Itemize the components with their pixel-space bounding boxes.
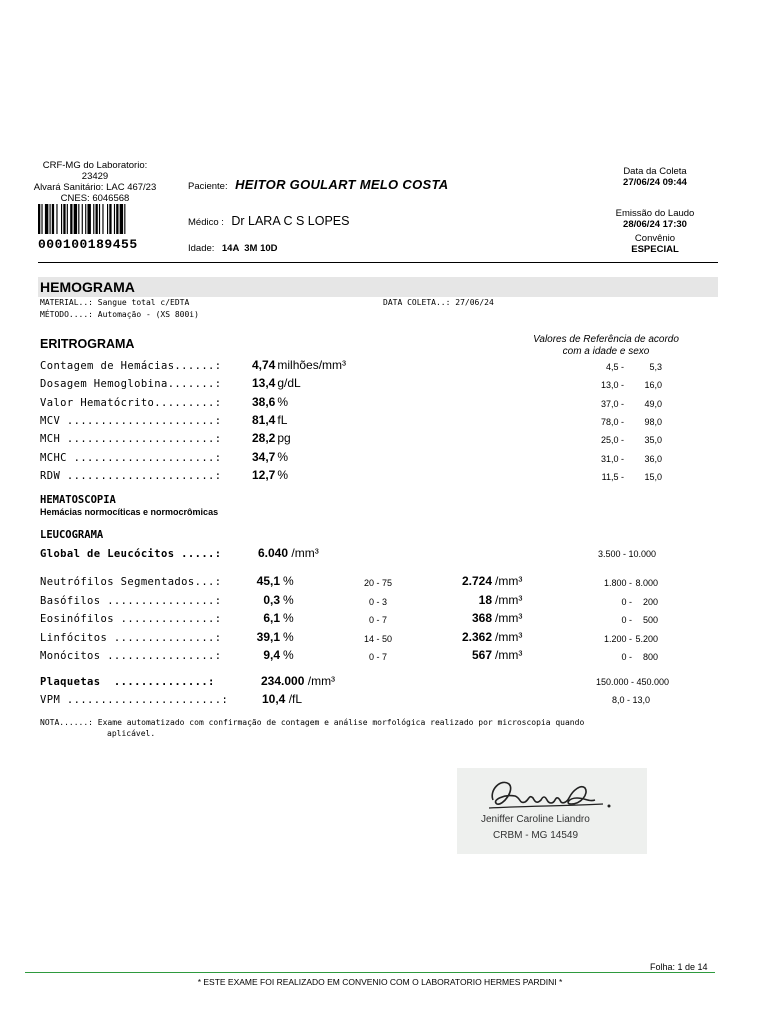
eritrograma-ref-low: 78,0 - xyxy=(600,417,624,427)
leucograma-label: Basófilos ................: xyxy=(40,595,222,607)
eritrograma-result xyxy=(252,468,288,482)
eritrograma-value: 81,4 xyxy=(252,413,276,427)
exam-title: HEMOGRAMA xyxy=(40,279,135,295)
leucograma-pct xyxy=(246,630,280,644)
signature-image xyxy=(485,770,625,816)
eritrograma-ref-high: 16,0 xyxy=(644,380,662,390)
section-bar xyxy=(38,277,718,297)
eritrograma-ref-high: 98,0 xyxy=(644,417,662,427)
agreement-label: Convênio xyxy=(634,233,676,244)
eritrograma-label: Dosagem Hemoglobina.......: xyxy=(40,378,222,390)
vpm-unit: /fL xyxy=(288,692,303,706)
lab-info xyxy=(20,160,170,204)
reference-header-2: com a idade e sexo xyxy=(562,346,650,357)
issue-date: 28/06/24 17:30 xyxy=(623,219,687,230)
global-leukocytes-ref: 3.500 - 10.000 xyxy=(598,549,657,559)
patient-label: Paciente: xyxy=(188,181,228,192)
leucograma-ref-high: 800 xyxy=(642,652,658,662)
platelets-value: 234.000 xyxy=(261,674,305,688)
leucograma-label: Eosinófilos ..............: xyxy=(40,613,222,625)
crf-number: 23429 xyxy=(81,171,109,182)
eritrograma-label: Contagem de Hemácias......: xyxy=(40,360,222,372)
hematoscopia-title: HEMATOSCOPIA xyxy=(40,494,116,506)
leucograma-abs-unit: /mm³ xyxy=(495,574,523,588)
eritrograma-unit: milhões/mm³ xyxy=(277,358,347,372)
leucograma-pct-unit: % xyxy=(283,648,294,662)
page-number: Folha: 1 de 14 xyxy=(650,962,708,972)
issue-label: Emissão do Laudo xyxy=(615,208,695,219)
global-leukocytes-value: 6.040 xyxy=(258,546,289,560)
leucograma-pct-value: 45,1 xyxy=(256,574,280,588)
doctor-label: Médico : xyxy=(188,217,224,228)
footer-divider xyxy=(25,972,715,973)
eritrograma-ref-high: 15,0 xyxy=(644,472,662,482)
vpm-label: VPM .......................: xyxy=(40,694,229,706)
leucograma-ref-high: 500 xyxy=(642,615,658,625)
leucograma-label: Linfócitos ...............: xyxy=(40,632,222,644)
vpm-ref: 8,0 - 13,0 xyxy=(612,695,651,705)
eritrograma-label: MCV ......................: xyxy=(40,415,222,427)
eritrograma-label: RDW ......................: xyxy=(40,470,222,482)
hematoscopia-text: Hemácias normocíticas e normocrômicas xyxy=(40,507,219,517)
issue-block xyxy=(590,208,720,255)
collect-label: Data da Coleta xyxy=(623,166,687,177)
leucograma-abs-value: 2.362 xyxy=(461,630,492,644)
leucograma-pct-unit: % xyxy=(283,574,294,588)
leucograma-ref-low: 0 - xyxy=(621,615,632,625)
leucograma-ref-high: 5.200 xyxy=(635,634,658,644)
eritrograma-ref-low: 37,0 - xyxy=(600,399,624,409)
eritrograma-result xyxy=(252,358,346,372)
reference-header-1: Valores de Referência de acordo xyxy=(533,334,679,345)
leucograma-abs-value: 18 xyxy=(478,593,492,607)
eritrograma-value: 12,7 xyxy=(252,468,276,482)
leucograma-ref-low: 1.800 - xyxy=(603,578,632,588)
eritrograma-unit: g/dL xyxy=(277,376,301,390)
collect-date-meta: DATA COLETA..: 27/06/24 xyxy=(383,298,494,307)
leucograma-pct-value: 39,1 xyxy=(256,630,280,644)
method: MÉTODO....: Automação - (XS 800i) xyxy=(40,310,199,319)
leucograma-abs xyxy=(440,574,492,588)
eritrograma-ref-low: 13,0 - xyxy=(600,380,624,390)
eritrograma-value: 34,7 xyxy=(252,450,276,464)
leucograma-abs xyxy=(440,648,492,662)
eritrograma-ref-low: 11,5 - xyxy=(601,472,624,482)
crf-label: CRF-MG do Laboratorio: xyxy=(42,160,148,171)
leucograma-abs-value: 567 xyxy=(471,648,492,662)
leucograma-abs-unit: /mm³ xyxy=(495,593,523,607)
leucograma-label: Neutrófilos Segmentados...: xyxy=(40,576,222,588)
leucograma-ref-low: 0 - xyxy=(621,597,632,607)
leucograma-pct-unit: % xyxy=(283,611,294,625)
patient-name: HEITOR GOULART MELO COSTA xyxy=(235,177,449,192)
leucograma-pct-ref: 0 - 3 xyxy=(368,597,387,607)
collect-date: 27/06/24 09:44 xyxy=(623,177,687,188)
signature-crbm: CRBM - MG 14549 xyxy=(493,830,579,841)
leucograma-title: LEUCOGRAMA xyxy=(40,529,104,541)
platelets-unit: /mm³ xyxy=(307,674,336,688)
leucograma-ref-high: 8.000 xyxy=(635,578,658,588)
leucograma-label: Monócitos ................: xyxy=(40,650,222,662)
eritrograma-title: ERITROGRAMA xyxy=(40,337,135,351)
eritrograma-unit: % xyxy=(277,450,289,464)
eritrograma-ref-low: 31,0 - xyxy=(600,454,624,464)
header-divider xyxy=(38,262,718,263)
leucograma-ref-low: 1.200 - xyxy=(603,634,632,644)
eritrograma-label: MCH ......................: xyxy=(40,433,222,445)
global-leukocytes-label: Global de Leucócitos .....: xyxy=(40,548,222,560)
leucograma-pct xyxy=(246,593,280,607)
eritrograma-ref-low: 25,0 - xyxy=(600,435,624,445)
doctor-line xyxy=(188,212,349,230)
eritrograma-ref-high: 36,0 xyxy=(644,454,662,464)
material: MATERIAL..: Sangue total c/EDTA xyxy=(40,298,190,307)
note-line-2: aplicável. xyxy=(107,729,156,738)
leucograma-pct-ref: 0 - 7 xyxy=(368,652,387,662)
leucograma-pct-ref: 20 - 75 xyxy=(363,578,393,588)
leucograma-abs-unit: /mm³ xyxy=(495,611,523,625)
eritrograma-ref-low: 4,5 - xyxy=(605,362,624,372)
eritrograma-unit: % xyxy=(277,395,289,409)
cnes: CNES: 6046568 xyxy=(60,193,130,204)
alvara: Alvará Sanitário: LAC 467/23 xyxy=(33,182,157,193)
leucograma-pct-value: 0,3 xyxy=(263,593,280,607)
eritrograma-unit: fL xyxy=(277,413,288,427)
leucograma-abs xyxy=(440,630,492,644)
eritrograma-result xyxy=(252,431,291,445)
age-line xyxy=(188,238,278,256)
platelets-result xyxy=(261,674,335,688)
signature-stamp xyxy=(457,768,647,854)
leucograma-pct-unit: % xyxy=(283,630,294,644)
leucograma-pct xyxy=(246,611,280,625)
barcode-image xyxy=(38,204,156,234)
leucograma-pct-unit: % xyxy=(283,593,294,607)
eritrograma-result xyxy=(252,450,288,464)
leucograma-abs xyxy=(440,611,492,625)
eritrograma-unit: % xyxy=(277,468,289,482)
vpm-value: 10,4 xyxy=(262,692,286,706)
leucograma-pct-ref: 0 - 7 xyxy=(368,615,387,625)
eritrograma-result xyxy=(252,413,287,427)
leucograma-pct xyxy=(246,648,280,662)
eritrograma-label: MCHC .....................: xyxy=(40,452,222,464)
leucograma-abs-unit: /mm³ xyxy=(495,630,523,644)
eritrograma-ref-high: 49,0 xyxy=(644,399,662,409)
doctor-name: Dr LARA C S LOPES xyxy=(231,214,350,228)
report-number: 000100189455 xyxy=(38,237,138,252)
eritrograma-result xyxy=(252,395,288,409)
global-leukocytes-unit: /mm³ xyxy=(291,546,319,560)
platelets-label: Plaquetas ..............: xyxy=(40,676,215,688)
reference-header xyxy=(500,334,712,358)
leucograma-pct xyxy=(246,574,280,588)
eritrograma-ref-high: 5,3 xyxy=(649,362,662,372)
vpm-result xyxy=(262,692,302,706)
leucograma-pct-value: 6,1 xyxy=(263,611,280,625)
eritrograma-ref-high: 35,0 xyxy=(644,435,662,445)
patient-line xyxy=(188,176,448,194)
eritrograma-result xyxy=(252,376,301,390)
eritrograma-unit: pg xyxy=(277,431,291,445)
collect-block xyxy=(590,166,720,188)
eritrograma-value: 4,74 xyxy=(252,358,276,372)
agreement-value: ESPECIAL xyxy=(631,244,679,255)
footer-text: * ESTE EXAME FOI REALIZADO EM CONVENIO COM O LABORATORIO HERMES PARDINI * xyxy=(197,977,563,987)
eritrograma-value: 28,2 xyxy=(252,431,276,445)
note-line-1: NOTA......: Exame automatizado com confirmação de contagem e análise morfológica realizado por microscopia quando xyxy=(40,718,585,727)
leucograma-abs xyxy=(440,593,492,607)
leucograma-pct-ref: 14 - 50 xyxy=(363,634,393,644)
leucograma-abs-value: 2.724 xyxy=(461,574,492,588)
leucograma-pct-value: 9,4 xyxy=(263,648,280,662)
leucograma-ref-high: 200 xyxy=(642,597,658,607)
leucograma-abs-unit: /mm³ xyxy=(495,648,523,662)
eritrograma-value: 38,6 xyxy=(252,395,276,409)
age-label: Idade: xyxy=(188,243,215,254)
platelets-ref: 150.000 - 450.000 xyxy=(596,677,670,687)
signature-name: Jeniffer Caroline Liandro xyxy=(481,814,590,825)
leucograma-ref-low: 0 - xyxy=(621,652,632,662)
eritrograma-value: 13,4 xyxy=(252,376,276,390)
leucograma-abs-value: 368 xyxy=(471,611,492,625)
age-value: 14A 3M 10D xyxy=(221,243,278,254)
eritrograma-label: Valor Hematócrito.........: xyxy=(40,397,222,409)
global-leukocytes-result xyxy=(258,546,319,560)
